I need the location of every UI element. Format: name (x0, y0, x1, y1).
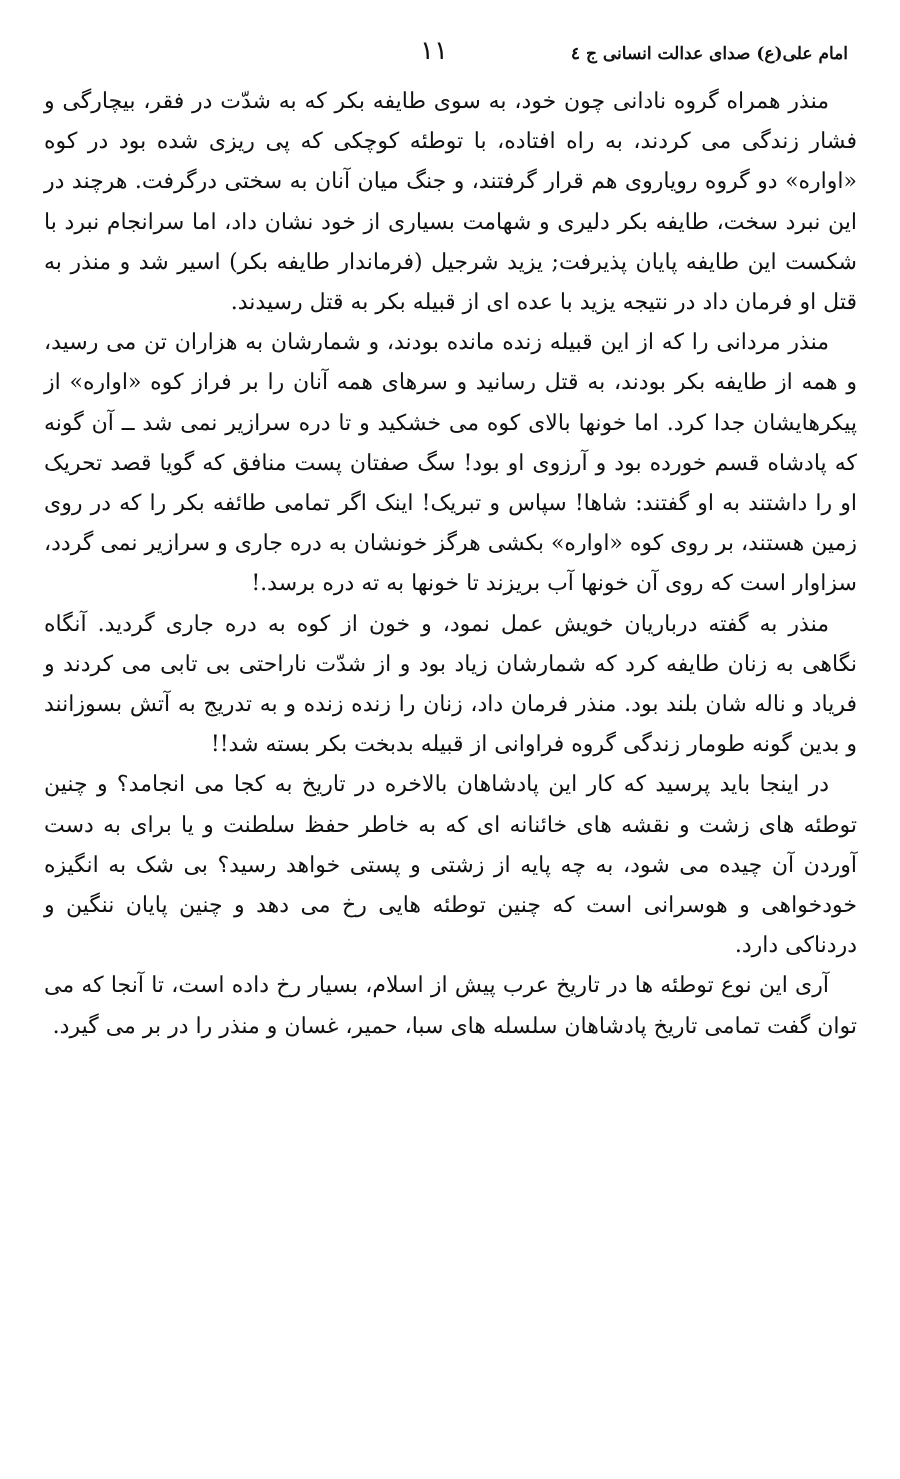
body-text (44, 82, 857, 1047)
paragraph-2: منذر مردانی را که از این قبیله زنده مانده بودند، و شمارشان به هزاران تن می رسید، و همه از طایفه بکر بودند، به قتل رسانید و سرهای همه آنان را بر فراز کوه «اواره» از پیکرهایشان جدا کرد. اما خونها بالای کوه می خشکید و تا دره سرازیر نمی شد ــ آن گونه که پادشاه قسم خورده بود و آرزوی او بود! سگ صفتان پست منافق که گویا قصد تحریک او را داشتند به او گفتند: شاها! سپاس و تبریک! اینک اگر تمامی طائفه بکر را که در روی زمین هستند، بر روی کوه «اواره» بکشی هرگز خونشان به دره جاری و سرازیر نمی گردد، سزاوار است که روی آن خونها آب بریزند تا خونها به ته دره برسد.! (44, 330, 857, 597)
page-header (40, 34, 860, 74)
paragraph-4: در اینجا باید پرسید که کار این پادشاهان بالاخره در تاریخ به کجا می انجامد؟ و چنین توطئه های زشت و نقشه های خائنانه ای که به خاطر حفظ سلطنت و یا برای به دست آوردن آن چیده می شود، به چه پایه از زشتی و پستی خواهد رسید؟ بی شک به انگیزه خودخواهی و هوسرانی است که چنین توطئه هایی رخ می دهد و چنین پایان ننگین و دردناکی دارد. (44, 772, 857, 959)
running-title: امام علی(ع) صدای عدالت انسانی ج ٤ (570, 44, 848, 64)
paragraph-1: منذر همراه گروه نادانی چون خود، به سوی طایفه بکر که به شدّت در فقر، بیچارگی و فشار زندگی می کردند، به راه افتاده، با توطئه کوچکی که پی ریزی شده بود در کوه «اواره» دو گروه رویاروی هم قرار گرفتند، و جنگ میان آنان به سختی درگرفت. هرچند در این نبرد سخت، طایفه بکر دلیری و شهامت بسیاری از خود نشان داد، اما سرانجام نبرد با شکست این طایفه پایان پذیرفت; یزید شرجیل (فرماندار طایفه بکر) اسیر شد و منذر به قتل او فرمان داد در نتیجه یزید با عده ای از قبیله بکر به قتل رسیدند. (44, 89, 857, 316)
paragraph-3: منذر به گفته درباریان خویش عمل نمود، و خون از کوه به دره جاری گردید. آنگاه نگاهی به زنان طایفه کرد که شمارشان زیاد بود و از شدّت ناراحتی بی تابی می کردند و فریاد و ناله شان بلند بود. منذر فرمان داد، زنان را زنده زنده و به تدریج به آتش بسوزانند و بدین گونه طومار زندگی گروه فراوانی از قبیله بدبخت بکر بسته شد!! (44, 611, 857, 758)
paragraph-5: آری این نوع توطئه ها در تاریخ عرب پیش از اسلام، بسیار رخ داده است، تا آنجا که می توان گفت تمامی تاریخ پادشاهان سلسله های سبا، حمیر، غسان و منذر را در بر می گیرد. (44, 973, 857, 1039)
page-number: ۱۱ (420, 36, 448, 66)
